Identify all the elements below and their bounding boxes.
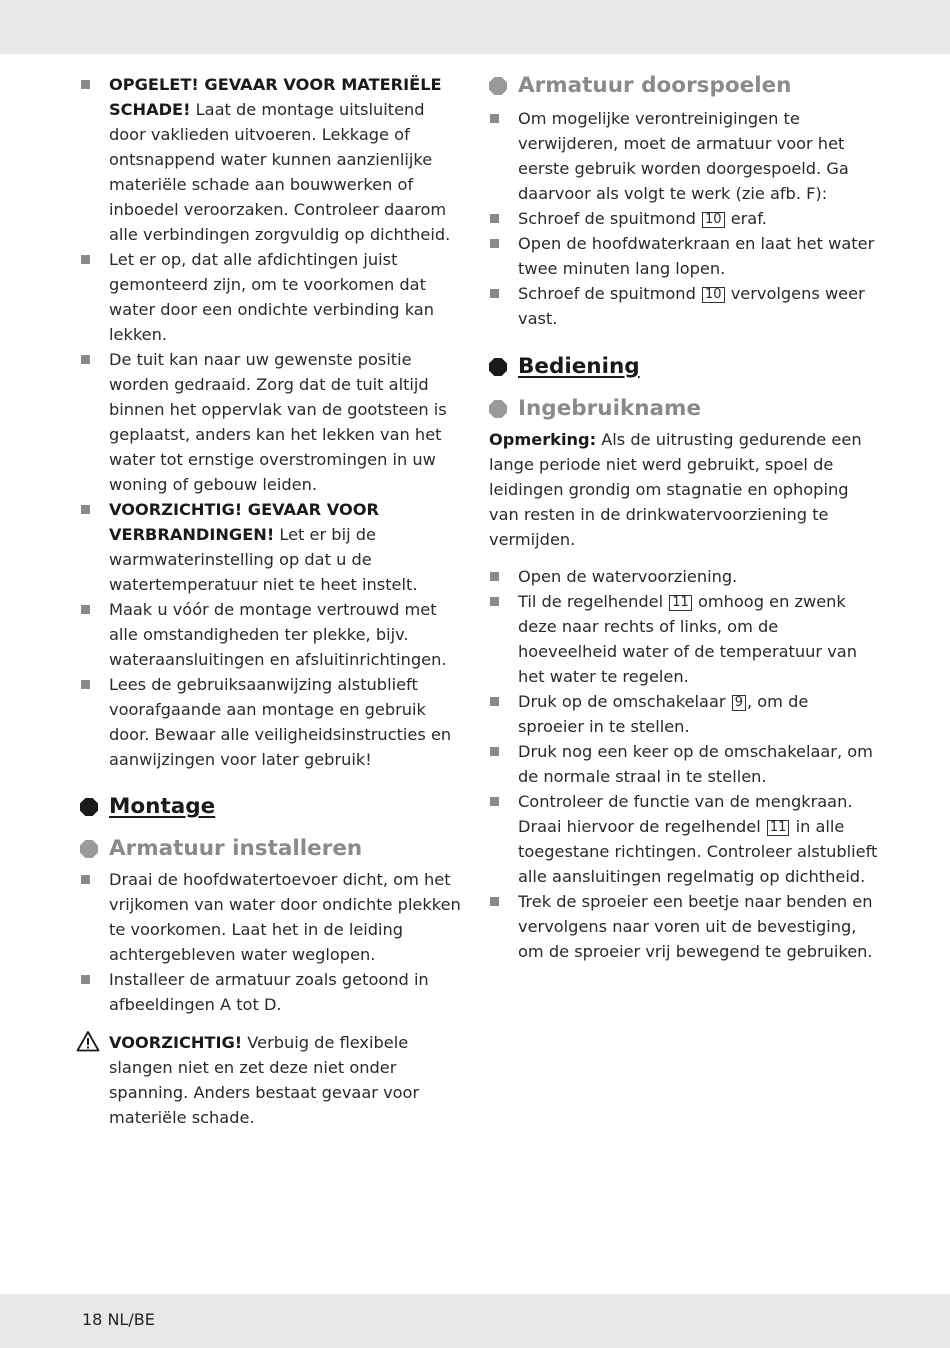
list-item: Open de hoofdwaterkraan en laat het water twee minuten lang lopen. [489,231,879,281]
page-number: 18 NL/BE [82,1310,155,1329]
octagon-icon [80,798,98,816]
list-item: Draai de hoofdwatertoevoer dicht, om het vrijkomen van water door ondichte plekken te voorkomen. Laat het in de leiding achtergebleven water weglopen. [80,867,462,967]
list-item: OPGELET! GEVAAR VOOR MATERIËLE SCHADE! Laat de montage uitsluitend door vaklieden uitvoeren. Lekkage of ontsnappend water kunnen aanzienlijke materiële schade aan bouwwerken of inboedel veroorzaken. Controleer daarom alle verbindingen zorgvuldig op dichtheid. [80,72,462,247]
install-heading: Armatuur installeren [80,835,462,863]
install-bullet-list [80,867,462,1017]
part-reference: 11 [669,595,692,611]
list-item: VOORZICHTIG! GEVAAR VOOR VERBRANDINGEN! Let er bij de warmwaterinstelling op dat u de watertemperatuur niet te heet instelt. [80,497,462,597]
part-reference: 10 [702,212,725,228]
right-column [489,72,879,964]
part-reference: 11 [767,820,790,836]
list-item: Let er op, dat alle afdichtingen juist gemonteerd zijn, om te voorkomen dat water door een ondichte verbinding kan lekken. [80,247,462,347]
operation-bullet-list [489,564,879,964]
list-item: Schroef de spuitmond 10 vervolgens weer vast. [489,281,879,331]
octagon-icon [489,400,507,418]
flush-heading: Armatuur doorspoelen [489,72,879,100]
bediening-heading: Bediening [489,353,879,381]
list-item: Druk op de omschakelaar 9 , om de sproeier in te stellen. [489,689,879,739]
octagon-icon [80,840,98,858]
octagon-icon [489,358,507,376]
list-item: De tuit kan naar uw gewenste positie worden gedraaid. Zorg dat de tuit altijd binnen het oppervlak van de gootsteen is geplaatst, anders kan het lekken van het water tot ernstige overstromingen in uw woning of gebouw leiden. [80,347,462,497]
list-item: Maak u vóór de montage vertrouwd met alle omstandigheden ter plekke, bijv. wateraansluitingen en afsluitinrichtingen. [80,597,462,672]
part-reference: 10 [702,287,725,303]
ingebruikname-heading: Ingebruikname [489,395,879,423]
safety-bullet-list [80,72,462,772]
list-item: Installeer de armatuur zoals getoond in afbeeldingen A tot D. [80,967,462,1017]
octagon-icon [489,77,507,95]
left-column [80,72,462,1130]
list-item: Open de watervoorziening. [489,564,879,589]
top-band [0,0,950,54]
note-paragraph: Opmerking: Als de uitrusting gedurende een lange periode niet werd gebruikt, spoel de leidingen grondig om stagnatie en ophoping van resten in de drinkwatervoorziening te vermijden. [489,430,862,549]
list-item: Druk nog een keer op de omschakelaar, om de normale straal in te stellen. [489,739,879,789]
list-item: Om mogelijke verontreinigingen te verwijderen, moet de armatuur voor het eerste gebruik worden doorgespoeld. Ga daarvoor als volgt te werk (zie afb. F): [489,106,879,206]
part-reference: 9 [732,695,746,711]
warning-triangle-icon [76,1030,100,1052]
list-item: Controleer de functie van de mengkraan. Draai hiervoor de regelhendel 11 in alle toegestane richtingen. Controleer alstublieft alle aansluitingen regelmatig op dichtheid. [489,789,879,889]
list-item: Til de regelhendel 11 omhoog en zwenk deze naar rechts of links, om de hoeveelheid water of de temperatuur van het water te regelen. [489,589,879,689]
warning-note: VOORZICHTIG! Verbuig de flexibele slangen niet en zet deze niet onder spanning. Anders bestaat gevaar voor materiële schade. [80,1030,462,1130]
list-item: Lees de gebruiksaanwijzing alstublieft voorafgaande aan montage en gebruik door. Bewaar alle veiligheidsinstructies en aanwijzingen voor later gebruik! [80,672,462,772]
list-item: Schroef de spuitmond 10 eraf. [489,206,879,231]
montage-heading: Montage [80,793,462,821]
list-item: Trek de sproeier een beetje naar benden en vervolgens naar voren uit de bevestiging, om de sproeier vrij bewegend te gebruiken. [489,889,879,964]
flush-bullet-list [489,106,879,331]
